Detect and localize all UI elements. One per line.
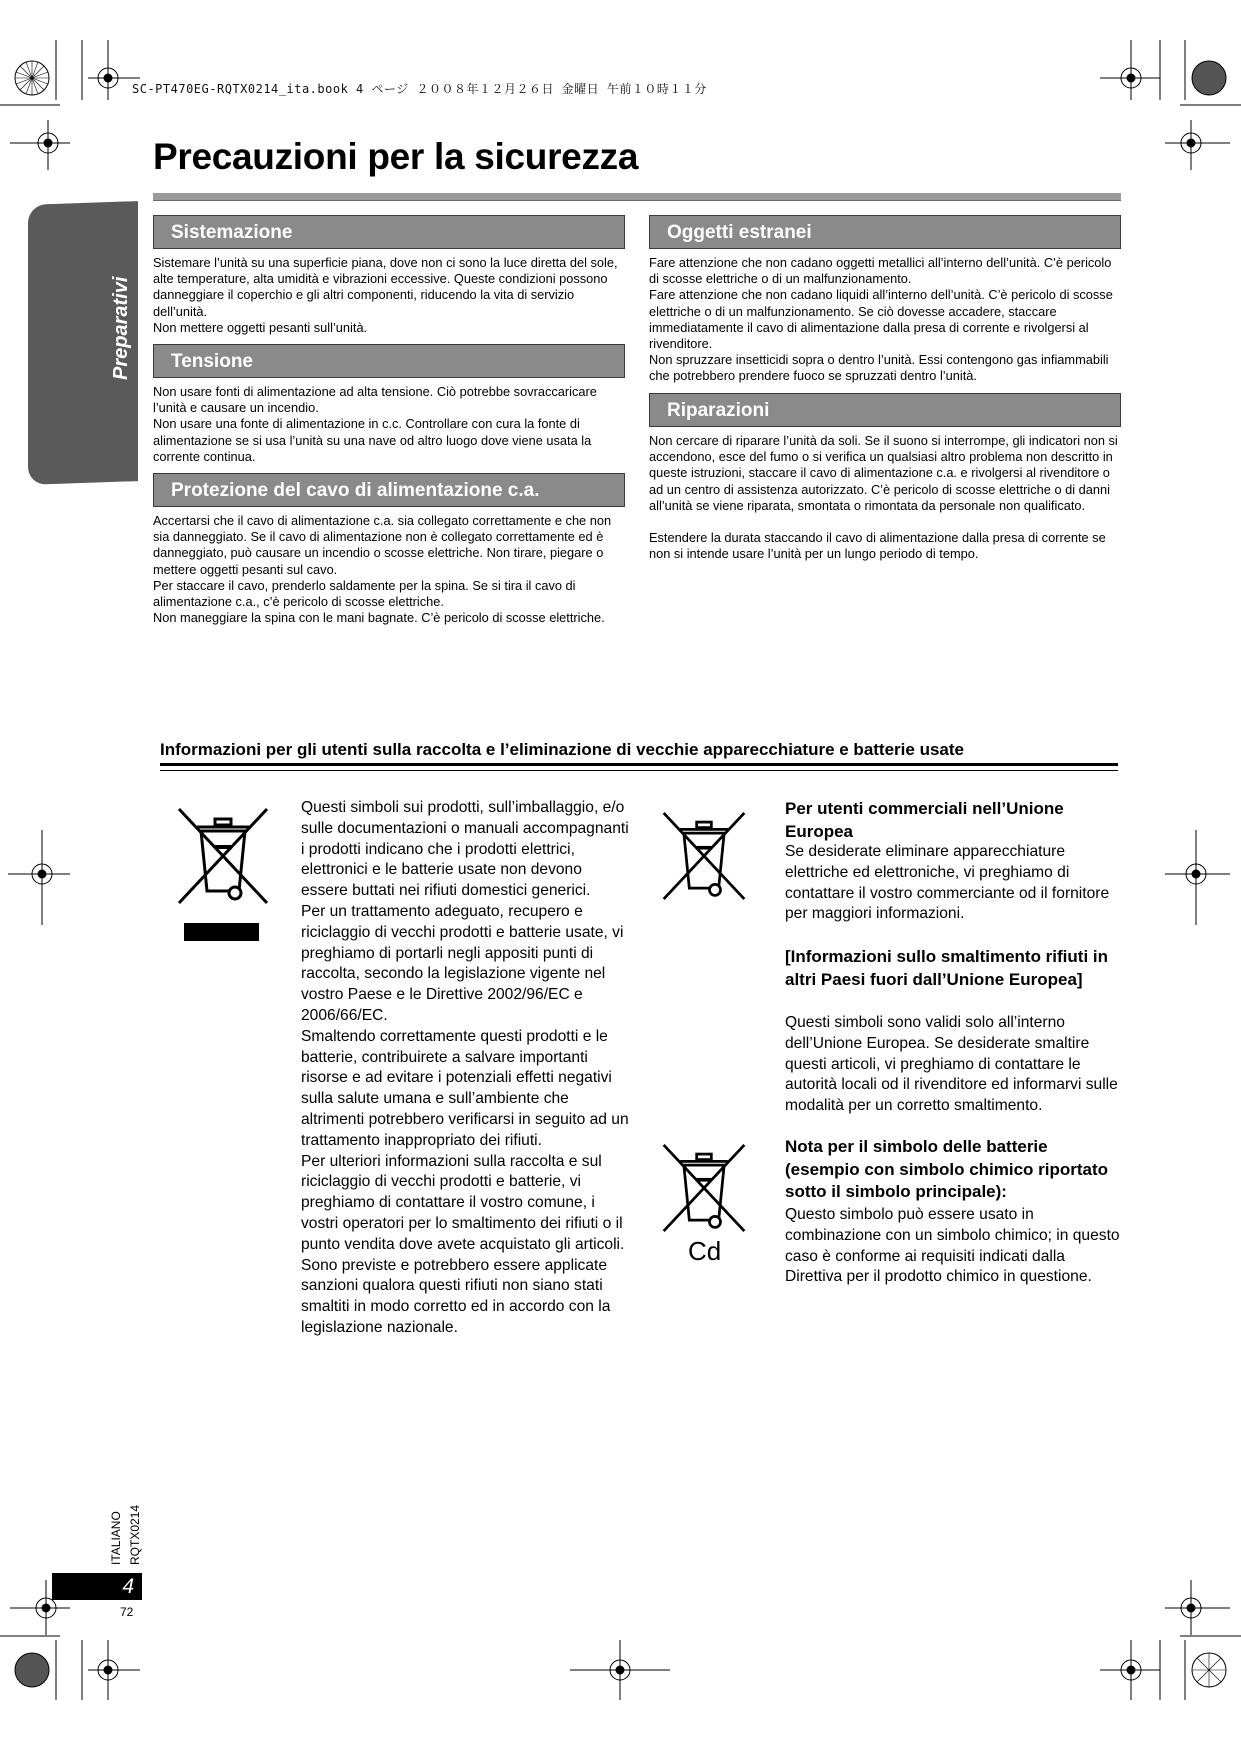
section-text-sistemazione: Sistemare l’unità su una superficie piana, dove non ci sono la luce diretta del sole, alte temperature, alta umidità e vibrazioni eccessive. Queste condizioni possono danneggiare il coperchio e gli altri componenti, riducendo la vita di servizio dell’unità. Non mettere oggetti pesanti sull’unità.	[153, 255, 618, 335]
battery-note-heading: Nota per il simbolo delle batterie (esempio con simbolo chimico riportato sotto il simbolo principale):	[785, 1137, 1109, 1201]
footer-code: RQTX0214	[128, 1504, 142, 1565]
side-tab-label: Preparativi	[110, 276, 132, 380]
info-rule-thin	[160, 770, 1118, 771]
section-text-protezione: Accertarsi che il cavo di alimentazione c.a. sia collegato correttamente e che non sia danneggiato. Se il cavo di alimentazione non è collegato correttamente ed è danneggiato, può causare un incendio o scosse elettriche. Non tirare, piegare o mettere oggetti pesanti sul cavo. Per staccare il cavo, prenderlo saldamente per la spina. Se si tira il cavo di alimentazione c.a., c’è pericolo di scosse elettriche. Non maneggiare la spina con le mani bagnate. C’è pericolo di scosse elettriche.	[153, 513, 612, 626]
page-number: 4	[122, 1575, 134, 1598]
page-sub-number: 72	[120, 1605, 134, 1619]
title-rule	[153, 193, 1121, 201]
crossed-battery-bin-icon	[660, 1140, 748, 1236]
section-heading-tensione: Tensione	[153, 344, 625, 378]
section-text-tensione: Non usare fonti di alimentazione ad alta tensione. Ciò potrebbe sovraccaricare l’unità e causare un incendio. Non usare una fonte di alimentazione in c.c. Controllare con cura la fonte di alimentazione se si usa l’unità su una nave od altro luogo dove viene usata la corrente continua.	[153, 384, 597, 464]
page-title: Precauzioni per la sicurezza	[153, 136, 639, 177]
footer-language: ITALIANO	[109, 1511, 123, 1565]
outside-eu-text: Questi simboli sono validi solo all’interno dell’Unione Europea. Se desiderate smaltire questi articoli, vi preghiamo di contattare le autorità locali od il rivenditore ed informarvi sulle modalità per un corretto smaltimento.	[785, 1014, 1118, 1115]
section-heading-oggetti: Oggetti estranei	[649, 215, 1121, 249]
commercial-text: Se desiderate eliminare apparecchiature elettriche ed elettroniche, vi preghiamo di contattare il vostro commerciante od il fornitore per maggiori informazioni.	[785, 843, 1110, 923]
bin-bar	[184, 923, 259, 941]
chem-symbol: Cd	[688, 1236, 722, 1266]
section-heading-sistemazione: Sistemazione	[153, 215, 625, 249]
battery-note-text: Questo simbolo può essere usato in combinazione con un simbolo chimico; in questo caso è conforme ai requisiti indicati dalla Direttiva per il prodotto chimico in questione.	[785, 1206, 1120, 1286]
section-text-riparazioni: Non cercare di riparare l’unità da soli. Se il suono si interrompe, gli indicatori non si accendono, esce del fumo o si verifica un qualsiasi altro problema non descritto in queste istruzioni, staccare il cavo di alimentazione c.a. e rivolgersi al rivenditore o ad un centro di assistenza autorizzato. C’è pericolo di scosse elettriche o di danni all’unità se viene riparata, smontata o rimontata da personale non qualificato. Estendere la durata staccando il cavo di alimentazione dalla presa di corrente se non si intende usare l’unità per un lungo periodo di tempo.	[649, 433, 1118, 562]
info-title: Informazioni per gli utenti sulla raccolta e l’eliminazione di vecchie apparecchiature e batterie usate	[160, 740, 964, 759]
crossed-bin-icon	[660, 808, 748, 904]
commercial-heading: Per utenti commerciali nell’Unione Europea	[785, 799, 1064, 841]
section-heading-riparazioni: Riparazioni	[649, 393, 1121, 427]
info-rule	[160, 763, 1118, 766]
crossed-bin-icon	[175, 805, 271, 907]
section-heading-protezione: Protezione del cavo di alimentazione c.a.	[153, 473, 625, 507]
print-header: SC-PT470EG-RQTX0214_ita.book 4 ページ ２００８年１２月２６日 金曜日 午前１０時１１分	[132, 82, 707, 96]
section-text-oggetti: Fare attenzione che non cadano oggetti metallici all’interno dell’unità. C’è pericolo di scosse elettriche o di un malfunzionamento. Fare attenzione che non cadano liquidi all’interno dell’unità. C’è pericolo di scosse elettriche o di un malfunzionamento. Se ciò dovesse accadere, staccare immediatamente il cavo di alimentazione dalla presa di corrente e rivolgersi al rivenditore. Non spruzzare insetticidi sopra o dentro l’unità. Essi contengono gas infiammabili che potrebbero prendere fuoco se spruzzati dentro l’unità.	[649, 255, 1113, 384]
info-main-text: Questi simboli sui prodotti, sull’imballaggio, e/o sulle documentazioni o manuali accompagnanti i prodotti indicano che i prodotti elettrici, elettronici e le batterie usate non devono essere buttati nei rifiuti domestici generici. Per un trattamento adeguato, recupero e riciclaggio di vecchi prodotti e batterie usate, vi preghiamo di portarli negli appositi punti di raccolta, secondo la legislazione vigente nel vostro Paese e le Direttive 2002/96/EC e 2006/66/EC. Smaltendo correttamente questi prodotti e le batterie, contribuirete a salvare importanti risorse e ad evitare i potenziali effetti negativi sulla salute umana e sull’ambiente che altrimenti potrebbero verificarsi in seguito ad un trattamento inappropriato dei rifiuti. Per ulteriori informazioni sulla raccolta e sul riciclaggio di vecchi prodotti e batterie, vi preghiamo di contattare il vostro comune, i vostri operatori per lo smaltimento dei rifiuti o il punto vendita dove avete acquistato gli articoli. Sono previste e potrebbero essere applicate sanzioni qualora questi rifiuti non siano stati smaltiti in modo corretto ed in accordo con la legislazione nazionale.	[301, 799, 629, 1336]
outside-eu-heading: [Informazioni sullo smaltimento rifiuti in altri Paesi fuori dall’Unione Europea]	[785, 947, 1109, 989]
